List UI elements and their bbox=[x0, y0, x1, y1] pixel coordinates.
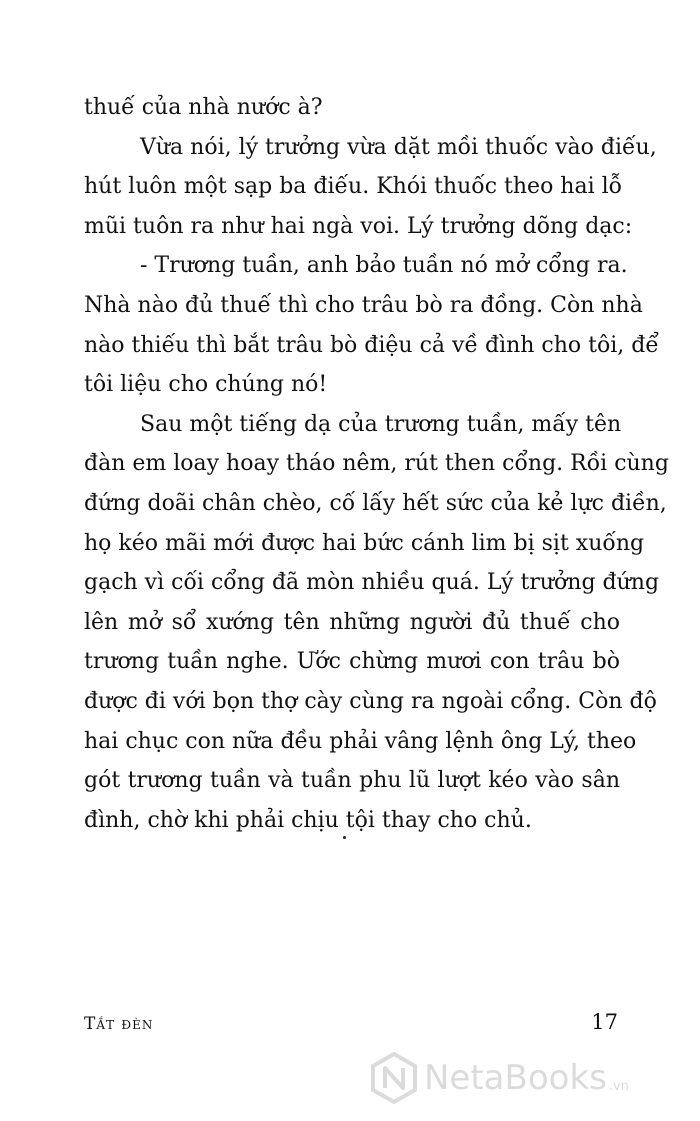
text-line: trương tuần nghe. Ước chừng mươi con trâu bò bbox=[84, 649, 620, 675]
text-line: Vừa nói, lý trưởng vừa dặt mồi thuốc vào điếu, bbox=[140, 134, 657, 160]
text-line: Nhà nào đủ thuế thì cho trâu bò ra đồng. Còn nhà bbox=[84, 292, 643, 318]
text-line: tôi liệu cho chúng nó! bbox=[84, 372, 328, 398]
watermark-brand: NetaBooks bbox=[424, 1058, 607, 1098]
text-line: đứng doãi chân chèo, cố lấy hết sức của kẻ lực điền, bbox=[84, 490, 667, 516]
watermark-suffix: .vn bbox=[608, 1079, 629, 1094]
text-line: đình, chờ khi phải chịu tội thay cho chủ. bbox=[84, 807, 532, 833]
text-line: hút luôn một sạp ba điếu. Khói thuốc theo hai lỗ bbox=[84, 174, 623, 200]
page-body bbox=[84, 88, 669, 840]
text-line: lên mở sổ xướng tên những người đủ thuế cho bbox=[84, 609, 620, 635]
page-number: 17 bbox=[591, 1010, 618, 1034]
text-line: mũi tuôn ra như hai ngà voi. Lý trưởng dõng dạc: bbox=[84, 213, 633, 239]
text-line: đàn em loay hoay tháo nêm, rút then cổng. Rồi cùng bbox=[84, 451, 669, 477]
text-line: thuế của nhà nước à? bbox=[84, 95, 323, 120]
text-line: hai chục con nữa đều phải vâng lệnh ông Lý, theo bbox=[84, 728, 637, 754]
watermark bbox=[370, 1048, 629, 1108]
netabooks-logo-icon bbox=[370, 1052, 418, 1104]
text-line: được đi với bọn thợ cày cùng ra ngoài cổng. Còn độ bbox=[84, 688, 657, 714]
ornament-dot bbox=[343, 836, 346, 839]
text-line: họ kéo mãi mới được hai bức cánh lim bị sịt xuống bbox=[84, 530, 645, 556]
text-line: gạch vì cối cổng đã mòn nhiều quá. Lý trưởng đứng bbox=[84, 570, 660, 596]
text-line: - Trương tuần, anh bảo tuần nó mở cổng ra. bbox=[140, 253, 628, 279]
text-line: gót trương tuần và tuần phu lũ lượt kéo vào sân bbox=[84, 768, 620, 794]
running-footer-title: Tắt đèn bbox=[84, 1014, 154, 1034]
text-line: Sau một tiếng dạ của trương tuần, mấy tên bbox=[140, 411, 622, 437]
text-line: nào thiếu thì bắt trâu bò điệu cả về đình cho tôi, để bbox=[84, 332, 659, 358]
